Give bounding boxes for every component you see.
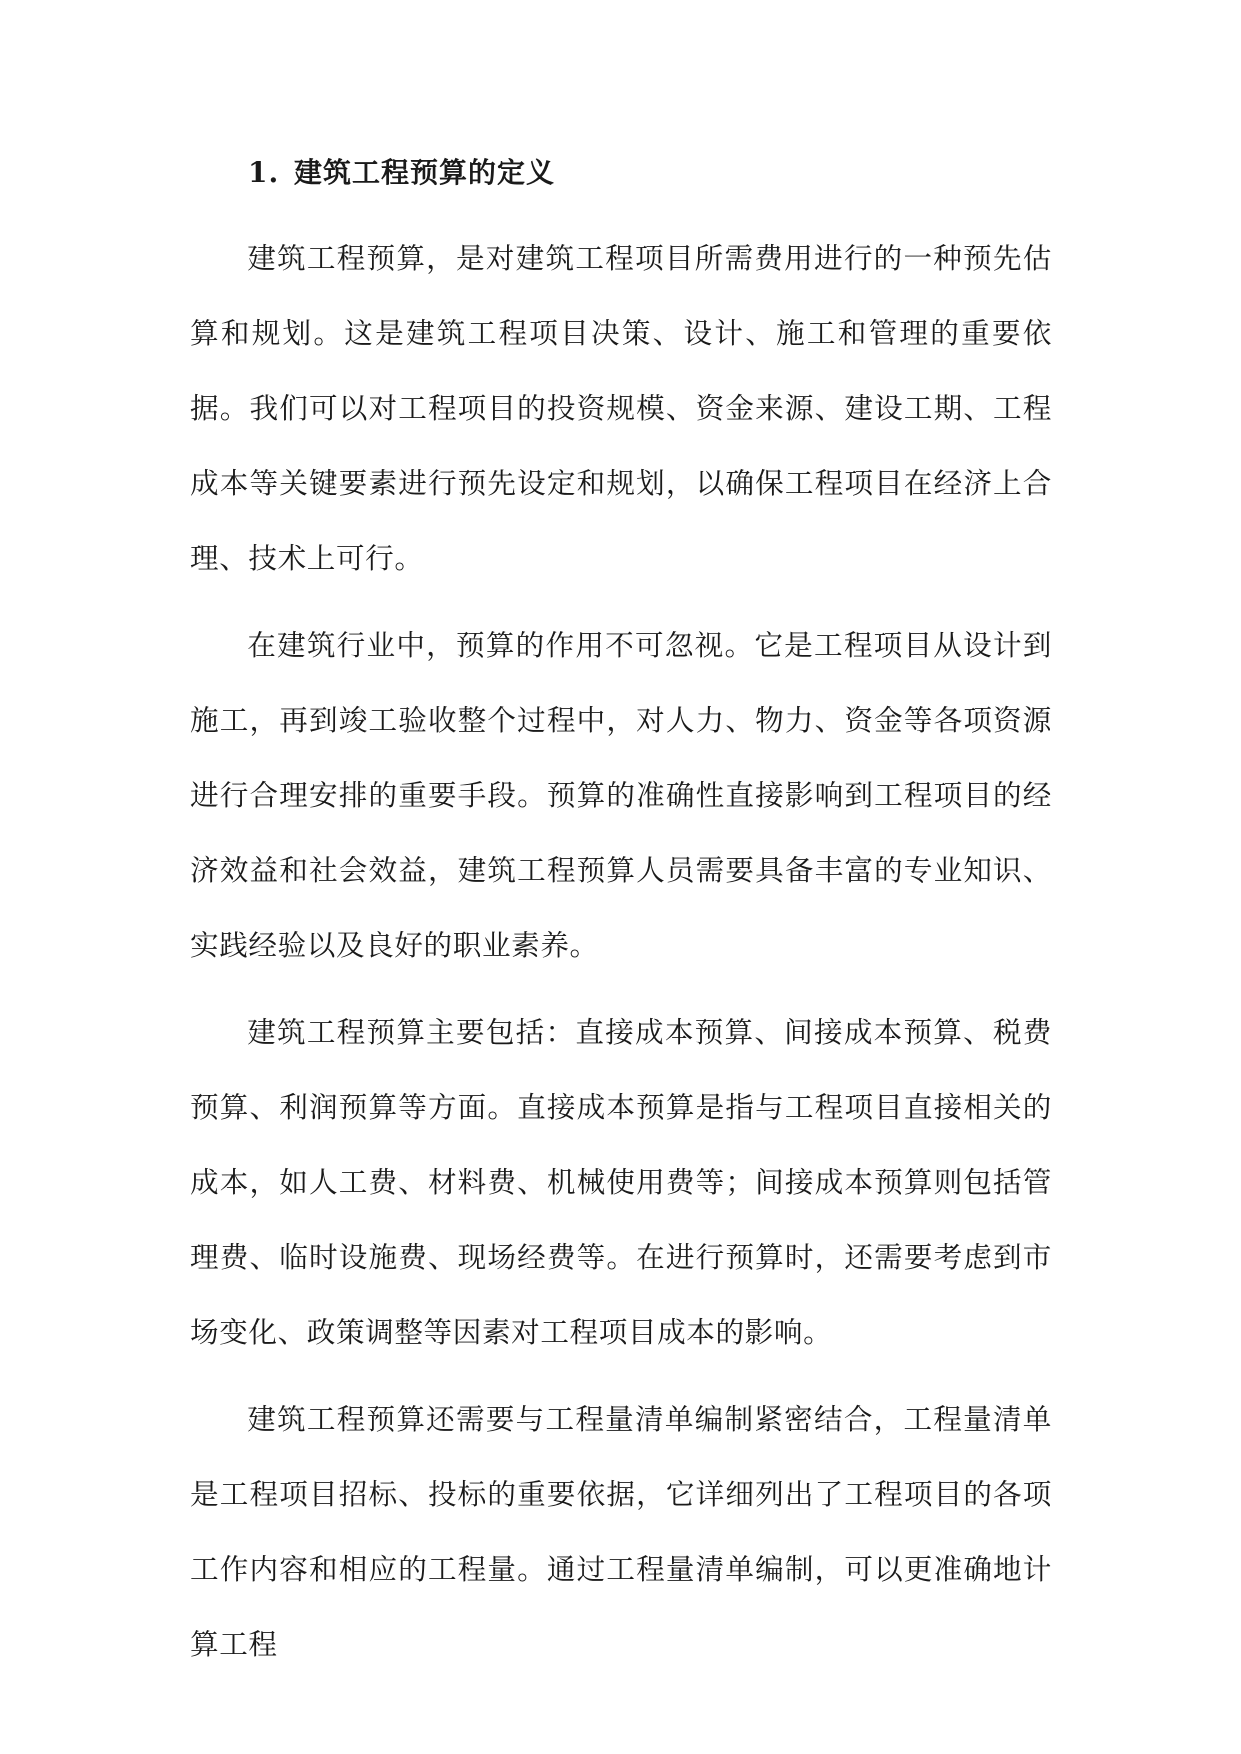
paragraph-bill-of-quantities: 建筑工程预算还需要与工程量清单编制紧密结合，工程量清单是工程项目招标、投标的重要依据，它详细列出了工程项目的各项工作内容和相应的工程量。通过工程量清单编制，可以更准确地计算工程 [190,1402,1052,1661]
paragraph-components: 建筑工程预算主要包括：直接成本预算、间接成本预算、税费预算、利润预算等方面。直接成本预算是指与工程项目直接相关的成本，如人工费、材料费、机械使用费等；间接成本预算则包括管理费、临时设施费、现场经费等。在进行预算时，还需要考虑到市场变化、政策调整等因素对工程项目成本的影响。 [190,1015,1052,1349]
paragraph-definition: 建筑工程预算，是对建筑工程项目所需费用进行的一种预先估算和规划。这是建筑工程项目决策、设计、施工和管理的重要依据。我们可以对工程项目的投资规模、资金来源、建设工期、工程成本等关键要素进行预先设定和规划，以确保工程项目在经济上合理、技术上可行。 [190,241,1052,575]
section-number: 1. [248,156,280,189]
section-title: 建筑工程预算的定义 [294,156,556,189]
section-heading [190,135,1052,211]
paragraph-role: 在建筑行业中，预算的作用不可忽视。它是工程项目从设计到施工，再到竣工验收整个过程中，对人力、物力、资金等各项资源进行合理安排的重要手段。预算的准确性直接影响到工程项目的经济效益和社会效益，建筑工程预算人员需要具备丰富的专业知识、实践经验以及良好的职业素养。 [190,628,1052,962]
document-body [190,135,1052,1694]
